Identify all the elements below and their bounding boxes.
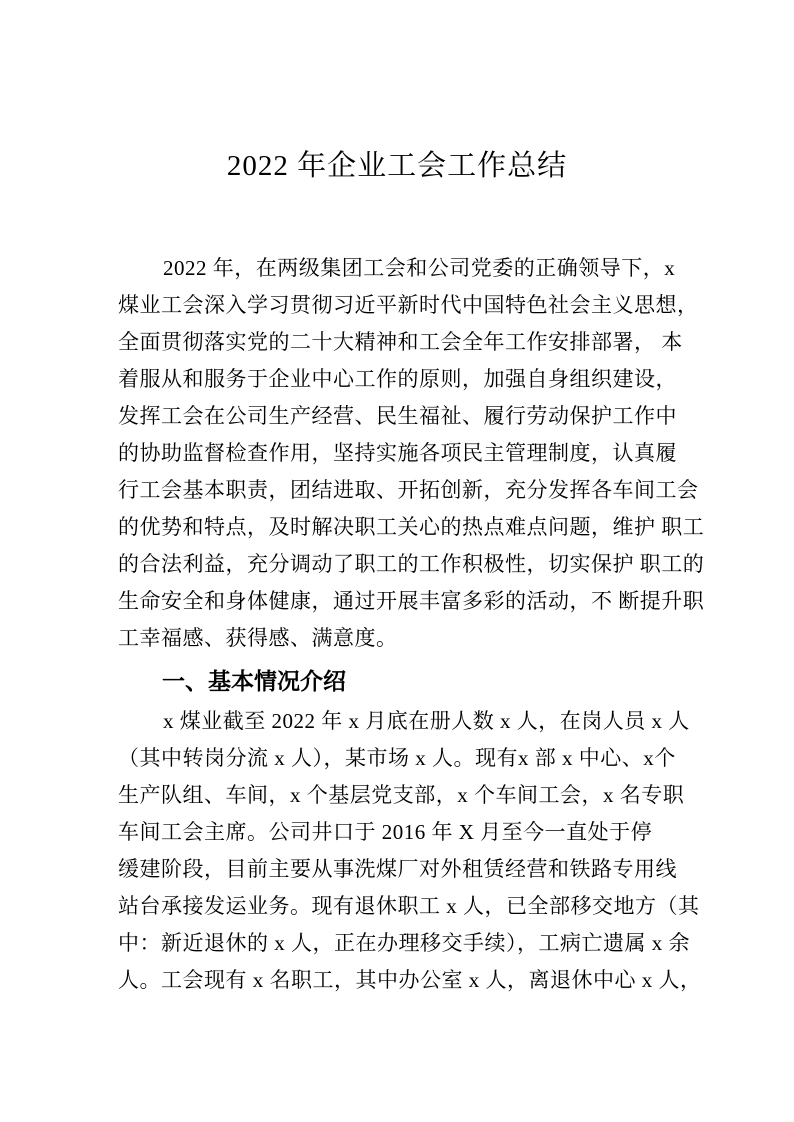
- body-line: 工幸福感、获得感、满意度。: [118, 626, 398, 650]
- body-line: 生命安全和身体健康，通过开展丰富多彩的活动，不 断提升职: [118, 589, 705, 613]
- document-title: 2022 年企业工会工作总结: [226, 150, 568, 182]
- body-line: 着服从和服务于企业中心工作的原则，加强自身组织建设，: [118, 367, 677, 391]
- body-line: 全面贯彻落实党的二十大精神和工会全年工作安排部署， 本: [118, 330, 683, 354]
- body-line: 行工会基本职责，团结进取、开拓创新，充分发挥各车间工会: [118, 478, 699, 502]
- body-line: 中：新近退休的 x 人，正在办理移交手续），工病亡遗属 x 余: [118, 931, 690, 955]
- body-line: 煤业工会深入学习贯彻习近平新时代中国特色社会主义思想，: [118, 293, 699, 317]
- section-heading-basic-situation: 一、基本情况介绍: [162, 668, 346, 694]
- body-line: 缓建阶段，目前主要从事洗煤厂对外租赁经营和铁路专用线: [118, 857, 677, 881]
- paragraph-intro: [118, 250, 705, 657]
- body-line: 站台承接发运业务。现有退休职工 x 人，已全部移交地方（其: [118, 894, 700, 918]
- body-line: 的优势和特点，及时解决职工关心的热点难点问题，维护 职工: [118, 515, 705, 539]
- paragraph-basic-situation: [118, 703, 702, 999]
- body-line: 人。工会现有 x 名职工，其中办公室 x 人，离退休中心 x 人，: [118, 968, 702, 992]
- body-line: x 煤业截至 2022 年 x 月底在册人数 x 人，在岗人员 x 人: [163, 709, 690, 733]
- body-line: 发挥工会在公司生产经营、民生福祉、履行劳动保护工作中: [118, 404, 677, 428]
- body-line: 车间工会主席。公司井口于 2016 年 X 月至今一直处于停: [118, 820, 653, 844]
- body-line: 2022 年，在两级集团工会和公司党委的正确领导下，x: [163, 256, 676, 280]
- body-line: 生产队组、车间，x 个基层党支部，x 个车间工会，x 名专职: [118, 783, 685, 807]
- body-line: 的合法利益，充分调动了职工的工作积极性，切实保护 职工的: [118, 552, 705, 576]
- body-line: 的协助监督检查作用，坚持实施各项民主管理制度，认真履: [118, 441, 677, 465]
- body-line: （其中转岗分流 x 人），某市场 x 人。现有x 部 x 中心、x个: [118, 746, 676, 770]
